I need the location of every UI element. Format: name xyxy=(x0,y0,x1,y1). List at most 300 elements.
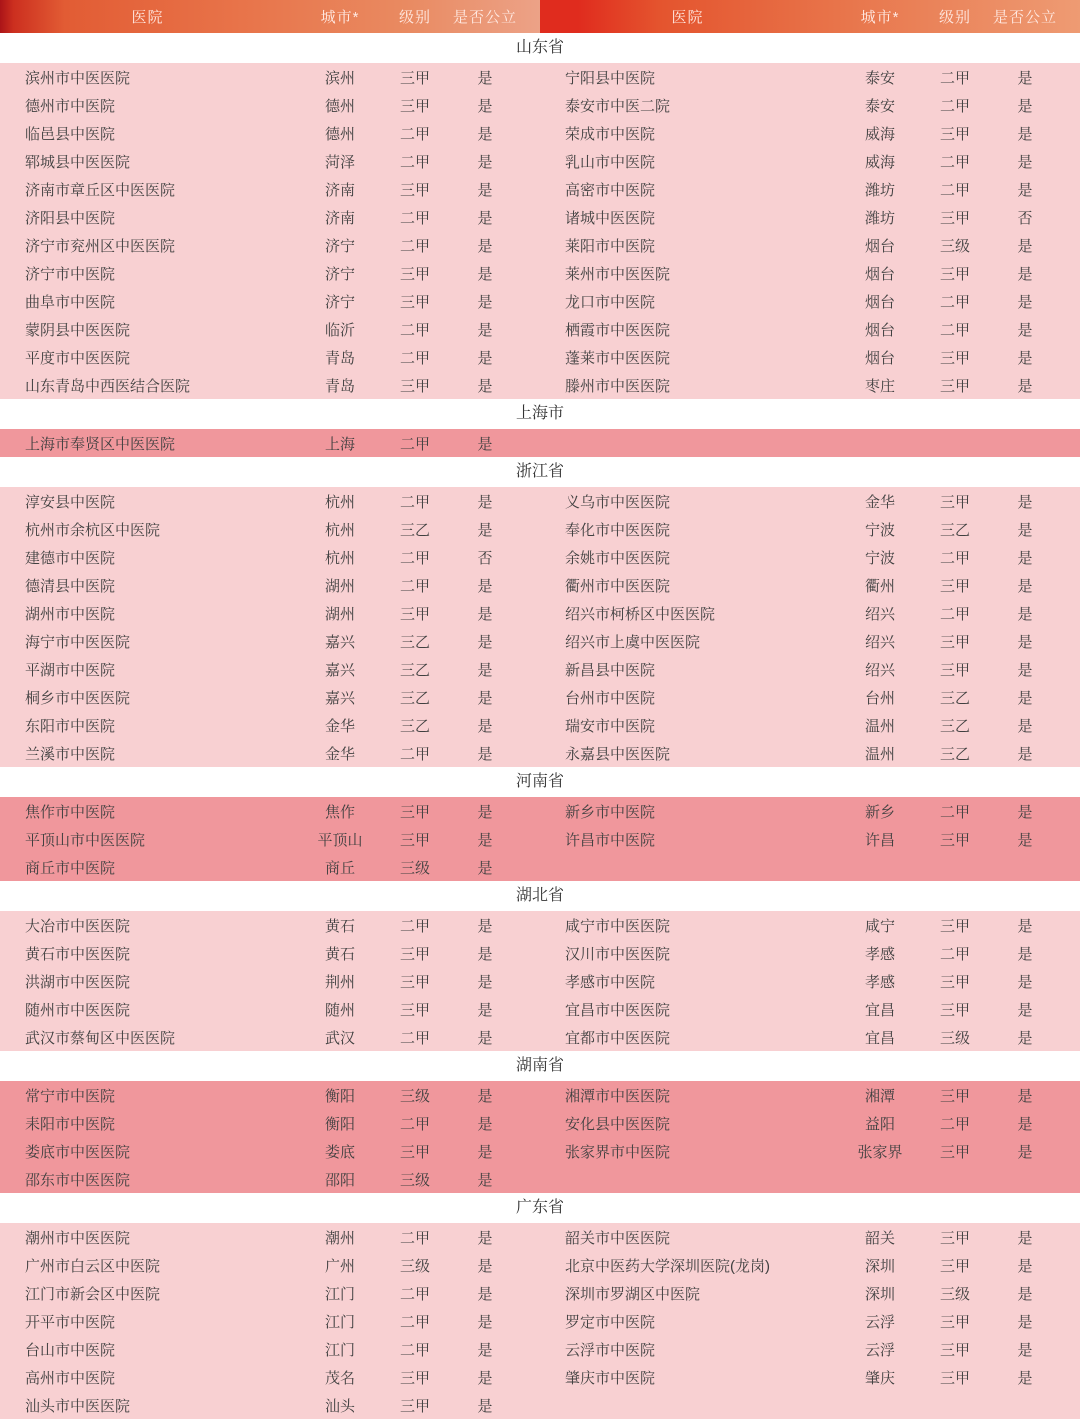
table-row xyxy=(540,119,1080,147)
table-row xyxy=(0,1279,540,1307)
table-row xyxy=(0,911,540,939)
city-cell: 江门 xyxy=(324,1341,355,1359)
province-section xyxy=(0,1193,1080,1419)
province-section xyxy=(0,881,1080,1051)
level-cell: 三甲 xyxy=(399,265,430,283)
hospital-name-cell: 东阳市中医院 xyxy=(25,717,116,735)
hospital-name-cell: 济阳县中医院 xyxy=(25,209,116,227)
table-row xyxy=(540,711,1080,739)
is-public-cell: 是 xyxy=(1017,153,1033,171)
level-cell: 二甲 xyxy=(939,803,970,821)
hospital-name-cell: 黄石市中医医院 xyxy=(25,945,131,963)
hospital-name-cell: 深圳市罗湖区中医院 xyxy=(565,1285,701,1303)
level-cell: 三级 xyxy=(939,237,970,255)
level-cell: 三乙 xyxy=(399,717,430,735)
is-public-cell: 是 xyxy=(1017,1087,1033,1105)
city-cell: 深圳 xyxy=(864,1257,895,1275)
header-city-label: 城市* xyxy=(860,9,900,26)
table-row xyxy=(540,627,1080,655)
level-cell: 三甲 xyxy=(399,69,430,87)
city-cell: 湘潭 xyxy=(864,1087,895,1105)
hospital-name-cell: 新昌县中医院 xyxy=(565,661,656,679)
province-rows xyxy=(0,63,1080,399)
table-row xyxy=(0,825,540,853)
level-cell: 三甲 xyxy=(939,1257,970,1275)
city-cell: 上海 xyxy=(324,435,355,453)
level-cell: 三甲 xyxy=(939,1313,970,1331)
is-public-cell: 是 xyxy=(477,521,493,539)
province-title: 湖北省 xyxy=(0,881,1080,911)
province-rows xyxy=(0,911,1080,1051)
table-row xyxy=(0,543,540,571)
table-row xyxy=(0,487,540,515)
table-row xyxy=(0,91,540,119)
hospital-name-cell: 北京中医药大学深圳医院(龙岗) xyxy=(565,1257,770,1275)
city-cell: 嘉兴 xyxy=(324,633,355,651)
header-city-label: 城市* xyxy=(320,9,360,26)
table-row xyxy=(0,515,540,543)
city-cell: 茂名 xyxy=(324,1369,355,1387)
hospital-name-cell: 建德市中医院 xyxy=(25,549,116,567)
level-cell: 三乙 xyxy=(939,689,970,707)
level-cell: 三甲 xyxy=(399,831,430,849)
level-cell: 二甲 xyxy=(399,321,430,339)
hospital-name-cell: 开平市中医院 xyxy=(25,1313,116,1331)
province-section xyxy=(0,767,1080,881)
city-cell: 黄石 xyxy=(324,917,355,935)
is-public-cell: 是 xyxy=(1017,633,1033,651)
is-public-cell: 是 xyxy=(477,349,493,367)
table-row xyxy=(0,1391,540,1419)
hospital-name-cell: 耒阳市中医院 xyxy=(25,1115,116,1133)
level-cell: 二甲 xyxy=(939,1115,970,1133)
hospital-name-cell: 汕头市中医医院 xyxy=(25,1397,131,1415)
hospital-name-cell: 张家界市中医院 xyxy=(565,1143,671,1161)
level-cell: 二甲 xyxy=(939,69,970,87)
table-header-left xyxy=(0,0,540,33)
table-row xyxy=(0,683,540,711)
table-row xyxy=(0,1109,540,1137)
hospital-name-cell: 平湖市中医院 xyxy=(25,661,116,679)
table-row xyxy=(0,655,540,683)
hospital-name-cell: 焦作市中医院 xyxy=(25,803,116,821)
is-public-cell: 是 xyxy=(1017,1257,1033,1275)
hospital-name-cell: 新乡市中医院 xyxy=(565,803,656,821)
is-public-cell: 是 xyxy=(477,1369,493,1387)
city-cell: 许昌 xyxy=(864,831,895,849)
province-section xyxy=(0,1051,1080,1193)
table-row xyxy=(0,1251,540,1279)
level-cell: 三甲 xyxy=(939,265,970,283)
table-row xyxy=(540,231,1080,259)
table-row xyxy=(0,1081,540,1109)
is-public-cell: 是 xyxy=(477,69,493,87)
table-row xyxy=(540,63,1080,91)
table-row xyxy=(540,911,1080,939)
table-row xyxy=(0,1307,540,1335)
is-public-cell: 否 xyxy=(477,549,493,567)
table-row xyxy=(540,343,1080,371)
city-cell: 嘉兴 xyxy=(324,661,355,679)
is-public-cell: 是 xyxy=(477,1313,493,1331)
city-cell: 广州 xyxy=(324,1257,355,1275)
table-row xyxy=(0,939,540,967)
level-cell: 三乙 xyxy=(939,745,970,763)
level-cell: 二甲 xyxy=(399,1285,430,1303)
level-cell: 二甲 xyxy=(399,1115,430,1133)
is-public-cell: 是 xyxy=(477,917,493,935)
city-cell: 金华 xyxy=(324,717,355,735)
hospital-name-cell: 龙口市中医院 xyxy=(565,293,656,311)
table-row xyxy=(0,853,540,881)
city-cell: 泰安 xyxy=(864,69,895,87)
city-cell: 菏泽 xyxy=(324,153,355,171)
is-public-cell: 是 xyxy=(1017,97,1033,115)
hospital-name-cell: 临邑县中医院 xyxy=(25,125,116,143)
is-public-cell: 是 xyxy=(1017,661,1033,679)
level-cell: 三甲 xyxy=(939,349,970,367)
table-row xyxy=(0,175,540,203)
city-cell: 青岛 xyxy=(324,377,355,395)
hospital-name-cell: 咸宁市中医医院 xyxy=(565,917,671,935)
is-public-cell: 是 xyxy=(1017,1313,1033,1331)
province-title: 浙江省 xyxy=(0,457,1080,487)
level-cell: 二甲 xyxy=(939,153,970,171)
city-cell: 临沂 xyxy=(324,321,355,339)
header-hospital-label: 医院 xyxy=(131,9,164,26)
city-cell: 新乡 xyxy=(864,803,895,821)
table-row xyxy=(540,147,1080,175)
is-public-cell: 是 xyxy=(477,717,493,735)
is-public-cell: 是 xyxy=(1017,521,1033,539)
is-public-cell: 是 xyxy=(477,237,493,255)
rows-right-column xyxy=(540,1223,1080,1419)
city-cell: 云浮 xyxy=(864,1313,895,1331)
city-cell: 杭州 xyxy=(324,549,355,567)
table-row xyxy=(0,1023,540,1051)
is-public-cell: 是 xyxy=(1017,717,1033,735)
city-cell: 烟台 xyxy=(864,293,895,311)
city-cell: 潍坊 xyxy=(864,181,895,199)
is-public-cell: 是 xyxy=(477,181,493,199)
is-public-cell: 是 xyxy=(1017,745,1033,763)
table-row xyxy=(540,1279,1080,1307)
level-cell: 二甲 xyxy=(939,549,970,567)
table-row xyxy=(0,1137,540,1165)
table-row xyxy=(0,119,540,147)
level-cell: 三甲 xyxy=(939,1229,970,1247)
rows-left-column xyxy=(0,1223,540,1419)
hospital-name-cell: 广州市白云区中医院 xyxy=(25,1257,161,1275)
table-header-row xyxy=(0,0,1080,33)
hospital-name-cell: 曲阜市中医院 xyxy=(25,293,116,311)
city-cell: 台州 xyxy=(864,689,895,707)
city-cell: 杭州 xyxy=(324,493,355,511)
hospital-name-cell: 滨州市中医医院 xyxy=(25,69,131,87)
hospital-name-cell: 永嘉县中医医院 xyxy=(565,745,671,763)
table-row xyxy=(0,231,540,259)
hospital-name-cell: 杭州市余杭区中医院 xyxy=(25,521,161,539)
level-cell: 三乙 xyxy=(939,717,970,735)
rows-right-column xyxy=(540,911,1080,1051)
table-row xyxy=(0,371,540,399)
table-row xyxy=(0,1165,540,1193)
hospital-name-cell: 桐乡市中医医院 xyxy=(25,689,131,707)
level-cell: 二甲 xyxy=(399,153,430,171)
is-public-cell: 是 xyxy=(477,633,493,651)
city-cell: 德州 xyxy=(324,125,355,143)
hospital-name-cell: 汉川市中医医院 xyxy=(565,945,671,963)
hospital-name-cell: 兰溪市中医院 xyxy=(25,745,116,763)
city-cell: 韶关 xyxy=(864,1229,895,1247)
is-public-cell: 是 xyxy=(477,1285,493,1303)
hospital-name-cell: 江门市新会区中医院 xyxy=(25,1285,161,1303)
hospital-name-cell: 海宁市中医医院 xyxy=(25,633,131,651)
hospital-name-cell: 义乌市中医医院 xyxy=(565,493,671,511)
table-row xyxy=(540,1363,1080,1391)
is-public-cell: 是 xyxy=(477,321,493,339)
hospital-name-cell: 高密市中医院 xyxy=(565,181,656,199)
rows-left-column xyxy=(0,63,540,399)
city-cell: 滨州 xyxy=(324,69,355,87)
level-cell: 二甲 xyxy=(399,1313,430,1331)
level-cell: 三甲 xyxy=(939,377,970,395)
city-cell: 绍兴 xyxy=(864,605,895,623)
table-row xyxy=(540,1137,1080,1165)
hospital-name-cell: 邵东市中医医院 xyxy=(25,1171,131,1189)
province-title: 山东省 xyxy=(0,33,1080,63)
level-cell: 二甲 xyxy=(399,209,430,227)
city-cell: 益阳 xyxy=(864,1115,895,1133)
level-cell: 二甲 xyxy=(399,917,430,935)
city-cell: 平顶山 xyxy=(317,831,363,849)
is-public-cell: 是 xyxy=(477,859,493,877)
table-row xyxy=(540,515,1080,543)
level-cell: 三甲 xyxy=(399,945,430,963)
level-cell: 二甲 xyxy=(399,1229,430,1247)
level-cell: 三甲 xyxy=(939,577,970,595)
is-public-cell: 是 xyxy=(1017,1001,1033,1019)
rows-left-column xyxy=(0,429,540,457)
is-public-cell: 是 xyxy=(477,97,493,115)
level-cell: 二甲 xyxy=(939,97,970,115)
city-cell: 威海 xyxy=(864,125,895,143)
is-public-cell: 是 xyxy=(1017,803,1033,821)
table-row xyxy=(0,1335,540,1363)
province-rows xyxy=(0,1223,1080,1419)
hospital-name-cell: 德州市中医院 xyxy=(25,97,116,115)
level-cell: 二甲 xyxy=(939,605,970,623)
rows-right-column xyxy=(540,1081,1080,1193)
is-public-cell: 是 xyxy=(1017,265,1033,283)
level-cell: 三乙 xyxy=(399,521,430,539)
is-public-cell: 是 xyxy=(477,493,493,511)
hospital-name-cell: 高州市中医院 xyxy=(25,1369,116,1387)
level-cell: 三甲 xyxy=(399,1001,430,1019)
city-cell: 嘉兴 xyxy=(324,689,355,707)
city-cell: 衢州 xyxy=(864,577,895,595)
level-cell: 三甲 xyxy=(939,973,970,991)
rows-right-column xyxy=(540,63,1080,399)
level-cell: 二甲 xyxy=(399,1341,430,1359)
table-row xyxy=(540,487,1080,515)
city-cell: 宜昌 xyxy=(864,1001,895,1019)
hospital-name-cell: 奉化市中医医院 xyxy=(565,521,671,539)
city-cell: 潮州 xyxy=(324,1229,355,1247)
is-public-cell: 是 xyxy=(1017,1029,1033,1047)
level-cell: 二甲 xyxy=(399,125,430,143)
table-row xyxy=(540,683,1080,711)
city-cell: 威海 xyxy=(864,153,895,171)
city-cell: 温州 xyxy=(864,745,895,763)
table-row xyxy=(0,315,540,343)
level-cell: 三级 xyxy=(399,859,430,877)
table-row xyxy=(540,203,1080,231)
is-public-cell: 是 xyxy=(477,1171,493,1189)
city-cell: 杭州 xyxy=(324,521,355,539)
hospital-name-cell: 栖霞市中医医院 xyxy=(565,321,671,339)
hospital-name-cell: 乳山市中医院 xyxy=(565,153,656,171)
level-cell: 三甲 xyxy=(399,293,430,311)
hospital-name-cell: 平顶山市中医医院 xyxy=(25,831,146,849)
is-public-cell: 是 xyxy=(477,1087,493,1105)
is-public-cell: 是 xyxy=(477,265,493,283)
city-cell: 肇庆 xyxy=(864,1369,895,1387)
is-public-cell: 是 xyxy=(1017,181,1033,199)
province-rows xyxy=(0,487,1080,767)
city-cell: 咸宁 xyxy=(864,917,895,935)
table-row xyxy=(0,63,540,91)
level-cell: 三甲 xyxy=(399,1143,430,1161)
city-cell: 娄底 xyxy=(324,1143,355,1161)
city-cell: 泰安 xyxy=(864,97,895,115)
is-public-cell: 是 xyxy=(477,377,493,395)
is-public-cell: 是 xyxy=(1017,577,1033,595)
is-public-cell: 是 xyxy=(477,1115,493,1133)
level-cell: 三甲 xyxy=(399,803,430,821)
table-row xyxy=(540,739,1080,767)
is-public-cell: 是 xyxy=(477,1257,493,1275)
hospital-name-cell: 台州市中医院 xyxy=(565,689,656,707)
rows-right-column xyxy=(540,429,1080,457)
table-row xyxy=(0,203,540,231)
province-section xyxy=(0,33,1080,399)
hospital-name-cell: 宜都市中医医院 xyxy=(565,1029,671,1047)
city-cell: 随州 xyxy=(324,1001,355,1019)
is-public-cell: 否 xyxy=(1017,209,1033,227)
hospital-name-cell: 平度市中医医院 xyxy=(25,349,131,367)
hospital-name-cell: 宁阳县中医院 xyxy=(565,69,656,87)
city-cell: 枣庄 xyxy=(864,377,895,395)
table-row xyxy=(540,175,1080,203)
city-cell: 宜昌 xyxy=(864,1029,895,1047)
table-row xyxy=(540,1223,1080,1251)
province-title: 河南省 xyxy=(0,767,1080,797)
hospital-name-cell: 湘潭市中医医院 xyxy=(565,1087,671,1105)
is-public-cell: 是 xyxy=(1017,1285,1033,1303)
province-section xyxy=(0,399,1080,457)
hospital-name-cell: 娄底市中医医院 xyxy=(25,1143,131,1161)
level-cell: 三甲 xyxy=(399,1397,430,1415)
level-cell: 三甲 xyxy=(399,605,430,623)
level-cell: 三乙 xyxy=(399,661,430,679)
city-cell: 济南 xyxy=(324,209,355,227)
hospital-name-cell: 大冶市中医医院 xyxy=(25,917,131,935)
hospital-name-cell: 商丘市中医院 xyxy=(25,859,116,877)
level-cell: 二甲 xyxy=(939,181,970,199)
city-cell: 荆州 xyxy=(324,973,355,991)
city-cell: 张家界 xyxy=(857,1143,903,1161)
table-row xyxy=(0,343,540,371)
city-cell: 济宁 xyxy=(324,293,355,311)
level-cell: 二甲 xyxy=(399,577,430,595)
city-cell: 绍兴 xyxy=(864,661,895,679)
hospital-name-cell: 绍兴市上虞中医医院 xyxy=(565,633,701,651)
level-cell: 三甲 xyxy=(939,1001,970,1019)
table-row xyxy=(0,739,540,767)
province-section xyxy=(0,457,1080,767)
table-row xyxy=(540,543,1080,571)
city-cell: 烟台 xyxy=(864,265,895,283)
city-cell: 衡阳 xyxy=(324,1087,355,1105)
city-cell: 武汉 xyxy=(324,1029,355,1047)
city-cell: 烟台 xyxy=(864,321,895,339)
hospital-name-cell: 衢州市中医医院 xyxy=(565,577,671,595)
table-row xyxy=(0,259,540,287)
level-cell: 三甲 xyxy=(939,633,970,651)
hospital-name-cell: 孝感市中医院 xyxy=(565,973,656,991)
rows-right-column xyxy=(540,797,1080,881)
city-cell: 湖州 xyxy=(324,577,355,595)
level-cell: 二甲 xyxy=(399,349,430,367)
city-cell: 孝感 xyxy=(864,945,895,963)
is-public-cell: 是 xyxy=(477,435,493,453)
rows-right-column xyxy=(540,487,1080,767)
province-rows xyxy=(0,797,1080,881)
table-row xyxy=(540,1335,1080,1363)
header-is-public-label: 是否公立 xyxy=(452,9,517,26)
is-public-cell: 是 xyxy=(1017,917,1033,935)
is-public-cell: 是 xyxy=(477,745,493,763)
hospital-name-cell: 济宁市中医院 xyxy=(25,265,116,283)
table-row xyxy=(540,797,1080,825)
is-public-cell: 是 xyxy=(477,1397,493,1415)
city-cell: 宁波 xyxy=(864,521,895,539)
table-row xyxy=(540,259,1080,287)
table-row xyxy=(540,315,1080,343)
is-public-cell: 是 xyxy=(477,803,493,821)
city-cell: 烟台 xyxy=(864,237,895,255)
rows-left-column xyxy=(0,911,540,1051)
hospital-name-cell: 德清县中医院 xyxy=(25,577,116,595)
hospital-name-cell: 莱州市中医医院 xyxy=(565,265,671,283)
is-public-cell: 是 xyxy=(477,1143,493,1161)
level-cell: 二甲 xyxy=(399,237,430,255)
table-row xyxy=(540,371,1080,399)
hospital-name-cell: 济南市章丘区中医医院 xyxy=(25,181,176,199)
is-public-cell: 是 xyxy=(1017,493,1033,511)
hospital-name-cell: 肇庆市中医院 xyxy=(565,1369,656,1387)
level-cell: 三甲 xyxy=(939,917,970,935)
level-cell: 三甲 xyxy=(399,181,430,199)
is-public-cell: 是 xyxy=(1017,1369,1033,1387)
hospital-name-cell: 云浮市中医院 xyxy=(565,1341,656,1359)
is-public-cell: 是 xyxy=(477,831,493,849)
province-rows xyxy=(0,429,1080,457)
level-cell: 三甲 xyxy=(939,1369,970,1387)
level-cell: 三级 xyxy=(399,1087,430,1105)
is-public-cell: 是 xyxy=(1017,549,1033,567)
